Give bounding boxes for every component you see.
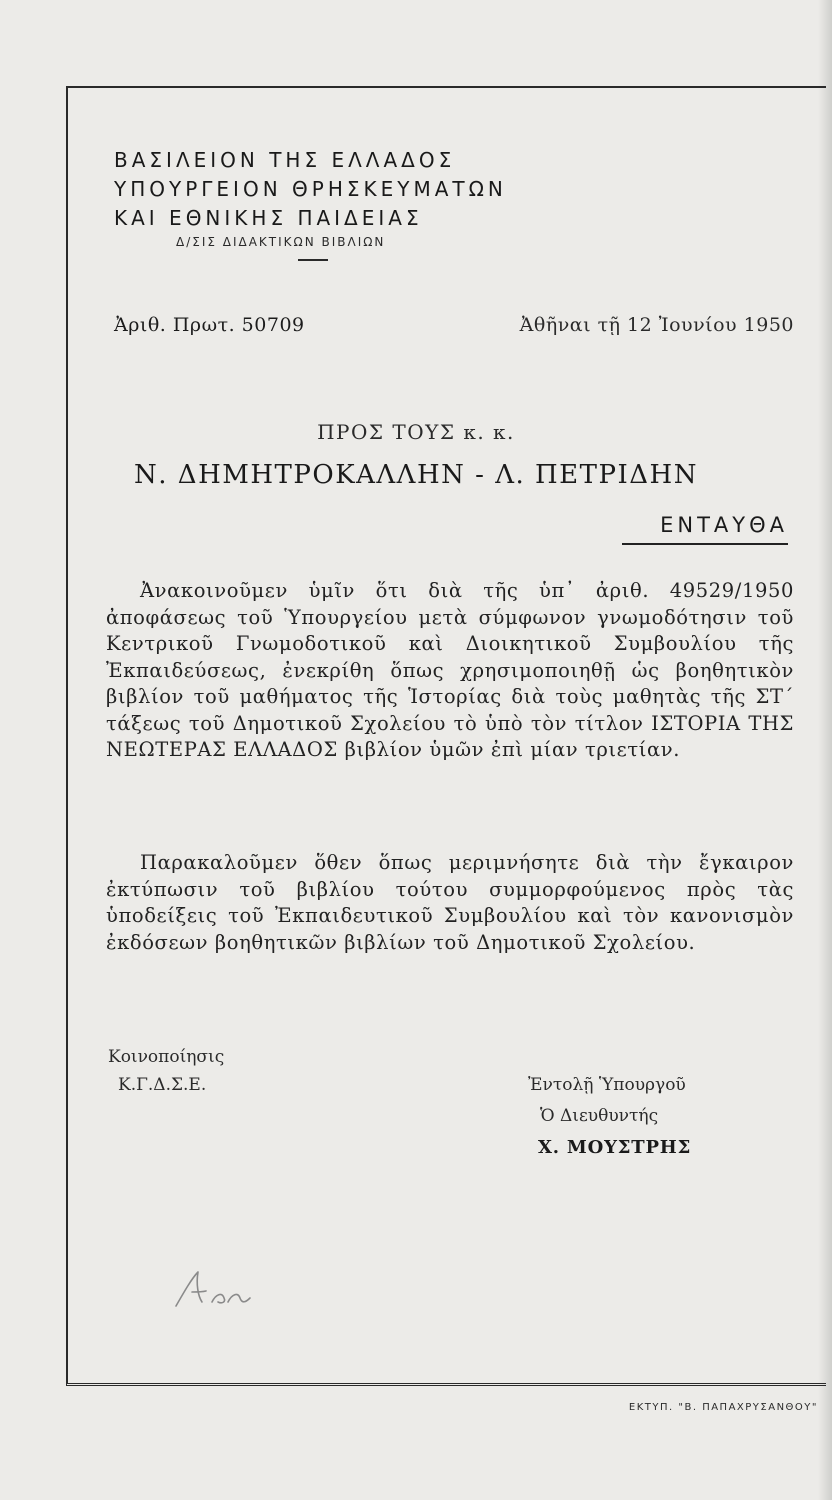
- protocol-number: Ἀριθ. Πρωτ. 50709: [114, 314, 305, 336]
- letterhead-line-education: ΚΑΙ ΕΘΝΙΚΗΣ ΠΑΙΔΕΙΑΣ: [114, 206, 423, 230]
- letter-date: Ἀθῆναι τῇ 12 Ἰουνίου 1950: [519, 314, 794, 336]
- notification-recipient: Κ.Γ.Δ.Σ.Ε.: [118, 1075, 207, 1095]
- handwritten-mark: [172, 1262, 252, 1312]
- signature-name: Χ. ΜΟΥΣΤΡΗΣ: [538, 1137, 692, 1158]
- body-paragraph-2: Παρακαλοῦμεν ὅθεν ὅπως μεριμνήσητε διὰ τὴν ἔγκαιρον ἐκτύπωσιν τοῦ βιβλίου τούτου συμμορφούμενος πρὸς τὰς ὑποδείξεις τοῦ Ἐκπαιδευτικοῦ Συμβουλίου καὶ τὸν κανονισμὸν ἐκδόσεων βοηθητικῶν βιβλίων τοῦ Δημοτικοῦ Σχολείου.: [106, 851, 794, 954]
- location-underline: [622, 543, 788, 545]
- addressee-names: Ν. ΔΗΜΗΤΡΟΚΑΛΛΗΝ - Λ. ΠΕΤΡΙΔΗΝ: [134, 460, 698, 490]
- letterhead-line-kingdom: ΒΑΣΙΛΕΙΟΝ ΤΗΣ ΕΛΛΑΔΟΣ: [114, 148, 456, 172]
- reference-row: [114, 314, 794, 344]
- letterhead-divider: [298, 259, 328, 261]
- letterhead-department: Δ/ΣΙΣ ΔΙΔΑΚΤΙΚΩΝ ΒΙΒΛΙΩΝ: [176, 235, 386, 249]
- body-paragraph-1: Ἀνακοινοῦμεν ὑμῖν ὅτι διὰ τῆς ὑπ᾽ ἀριθ. 49529/1950 ἀποφάσεως τοῦ Ὑπουργείου μετὰ σύμφωνον γνωμοδότησιν τοῦ Κεντρικοῦ Γνωμοδοτικοῦ καὶ Διοικητικοῦ Συμβουλίου τῆς Ἐκπαιδεύσεως, ἐνεκρίθη ὅπως χρησιμοποιηθῇ ὡς βοηθητικὸν βιβλίον τοῦ μαθήματος τῆς Ἱστορίας διὰ τοὺς μαθητὰς τῆς ΣΤ´ τάξεως τοῦ Δημοτικοῦ Σχολείου τὸ ὑπὸ τὸν τίτλον ΙΣΤΟΡΙΑ ΤΗΣ ΝΕΩΤΕΡΑΣ ΕΛΛΑΔΟΣ βιβλίον ὑμῶν ἐπὶ μίαν τριετίαν.: [106, 579, 794, 761]
- signature-order: Ἐντολῇ Ὑπουργοῦ: [528, 1075, 686, 1095]
- letterhead: [114, 146, 534, 261]
- signature-block: [524, 1070, 744, 1163]
- printer-credit: ΕΚΤΥΠ. "Β. ΠΑΠΑΧΡΥΣΑΝΘΟΥ": [628, 1402, 818, 1413]
- notification-label: Κοινοποίησις: [108, 1047, 225, 1067]
- notification-block: [108, 1043, 224, 1099]
- letterhead-line-ministry: ΥΠΟΥΡΓΕΙΟΝ ΘΡΗΣΚΕΥΜΑΤΩΝ: [114, 177, 507, 201]
- addressee-location: ΕΝΤΑΥΘΑ: [660, 513, 788, 537]
- signature-title: Ὁ Διευθυντής: [540, 1106, 659, 1126]
- addressee-label: ΠΡΟΣ ΤΟΥΣ κ. κ.: [317, 420, 515, 444]
